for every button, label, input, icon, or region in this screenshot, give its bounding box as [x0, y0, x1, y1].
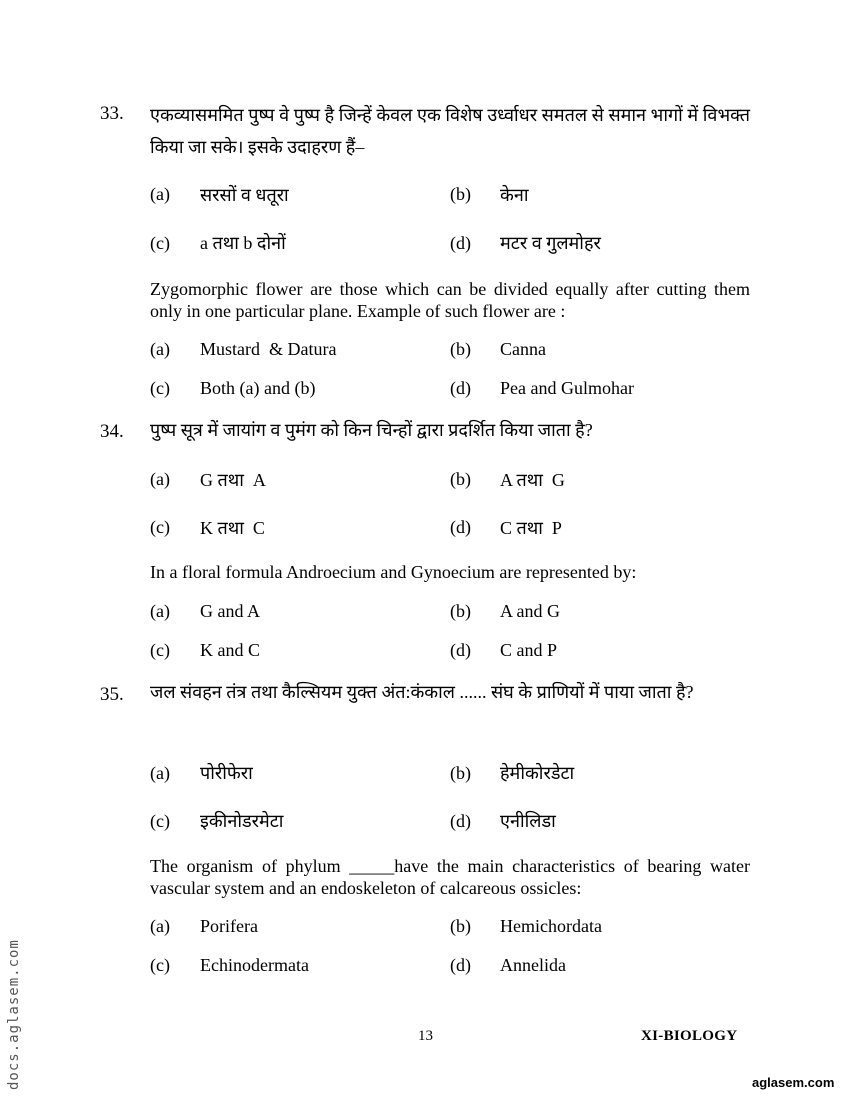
option-text: Mustard & Datura — [200, 339, 337, 359]
question-number: 34. — [100, 421, 124, 442]
question-number: 33. — [100, 103, 124, 124]
option-text: मटर व गुलमोहर — [500, 233, 601, 253]
option-label: (a) — [150, 601, 170, 621]
option-text: A and G — [500, 601, 560, 621]
question-text-english: The organism of phylum _____have the main characteristics of bearing water vascular system and an endoskeleton of calcareous ossicles: — [150, 856, 750, 898]
option-text: इकीनोडरमेटा — [200, 811, 284, 831]
option-label: (d) — [450, 233, 471, 253]
option-label: (a) — [150, 469, 170, 489]
option-label: (c) — [150, 517, 170, 537]
option-label: (b) — [450, 763, 471, 783]
option-text: a तथा b दोनों — [200, 233, 286, 253]
option-label: (d) — [450, 517, 471, 537]
option-text: Canna — [500, 339, 546, 359]
question-text-hindi: जल संवहन तंत्र तथा कैल्सियम युक्त अंत:कंकाल ...... संघ के प्राणियों में पाया जाता है? — [150, 682, 694, 702]
brand-link[interactable]: aglasem.com — [752, 1075, 835, 1090]
question-text-hindi: एकव्यासममित पुष्प वे पुष्प है जिन्हें केवल एक विशेष उर्ध्वाधर समतल से समान भागों में विभक्त किया जा सके। इसके उदाहरण हैं– — [150, 105, 750, 157]
option-text: C तथा P — [500, 518, 562, 538]
option-label: (a) — [150, 184, 170, 204]
option-label: (b) — [450, 916, 471, 936]
watermark: docs.aglasem.com — [6, 939, 22, 1090]
option-text: Both (a) and (b) — [200, 378, 316, 398]
option-text: A तथा G — [500, 470, 565, 490]
option-text: Pea and Gulmohar — [500, 378, 634, 398]
option-text: C and P — [500, 640, 558, 660]
subject-label: XI-BIOLOGY — [641, 1028, 738, 1044]
option-text: G तथा A — [200, 470, 266, 490]
option-text: G and A — [200, 601, 260, 621]
option-label: (c) — [150, 640, 170, 660]
option-label: (b) — [450, 339, 471, 359]
option-label: (c) — [150, 955, 170, 975]
option-label: (d) — [450, 640, 471, 660]
option-label: (d) — [450, 955, 471, 975]
option-text: K and C — [200, 640, 260, 660]
option-label: (c) — [150, 811, 170, 831]
option-label: (b) — [450, 469, 471, 489]
option-text: Annelida — [500, 955, 566, 975]
option-text: सरसों व धतूरा — [200, 185, 289, 205]
question-text-hindi: पुष्प सूत्र में जायांग व पुमंग को किन चिन्हों द्वारा प्रदर्शित किया जाता है? — [150, 420, 593, 440]
option-label: (a) — [150, 339, 170, 359]
option-label: (b) — [450, 601, 471, 621]
option-label: (c) — [150, 233, 170, 253]
option-text: हेमीकोरडेटा — [500, 763, 575, 783]
question-number: 35. — [100, 684, 124, 705]
question-text-english: Zygomorphic flower are those which can be divided equally after cutting them only in one particular plane. Example of such flower are : — [150, 279, 750, 321]
option-text: Porifera — [200, 916, 258, 936]
option-text: केना — [500, 185, 529, 205]
option-text: Echinodermata — [200, 955, 309, 975]
option-text: K तथा C — [200, 518, 265, 538]
option-label: (d) — [450, 378, 471, 398]
option-label: (b) — [450, 184, 471, 204]
option-label: (d) — [450, 811, 471, 831]
page-number: 13 — [418, 1028, 433, 1044]
option-label: (a) — [150, 763, 170, 783]
option-text: Hemichordata — [500, 916, 602, 936]
option-text: एनीलिडा — [500, 811, 556, 831]
question-text-english: In a floral formula Androecium and Gynoecium are represented by: — [150, 562, 637, 582]
option-label: (a) — [150, 916, 170, 936]
option-label: (c) — [150, 378, 170, 398]
option-text: पोरीफेरा — [200, 763, 253, 783]
